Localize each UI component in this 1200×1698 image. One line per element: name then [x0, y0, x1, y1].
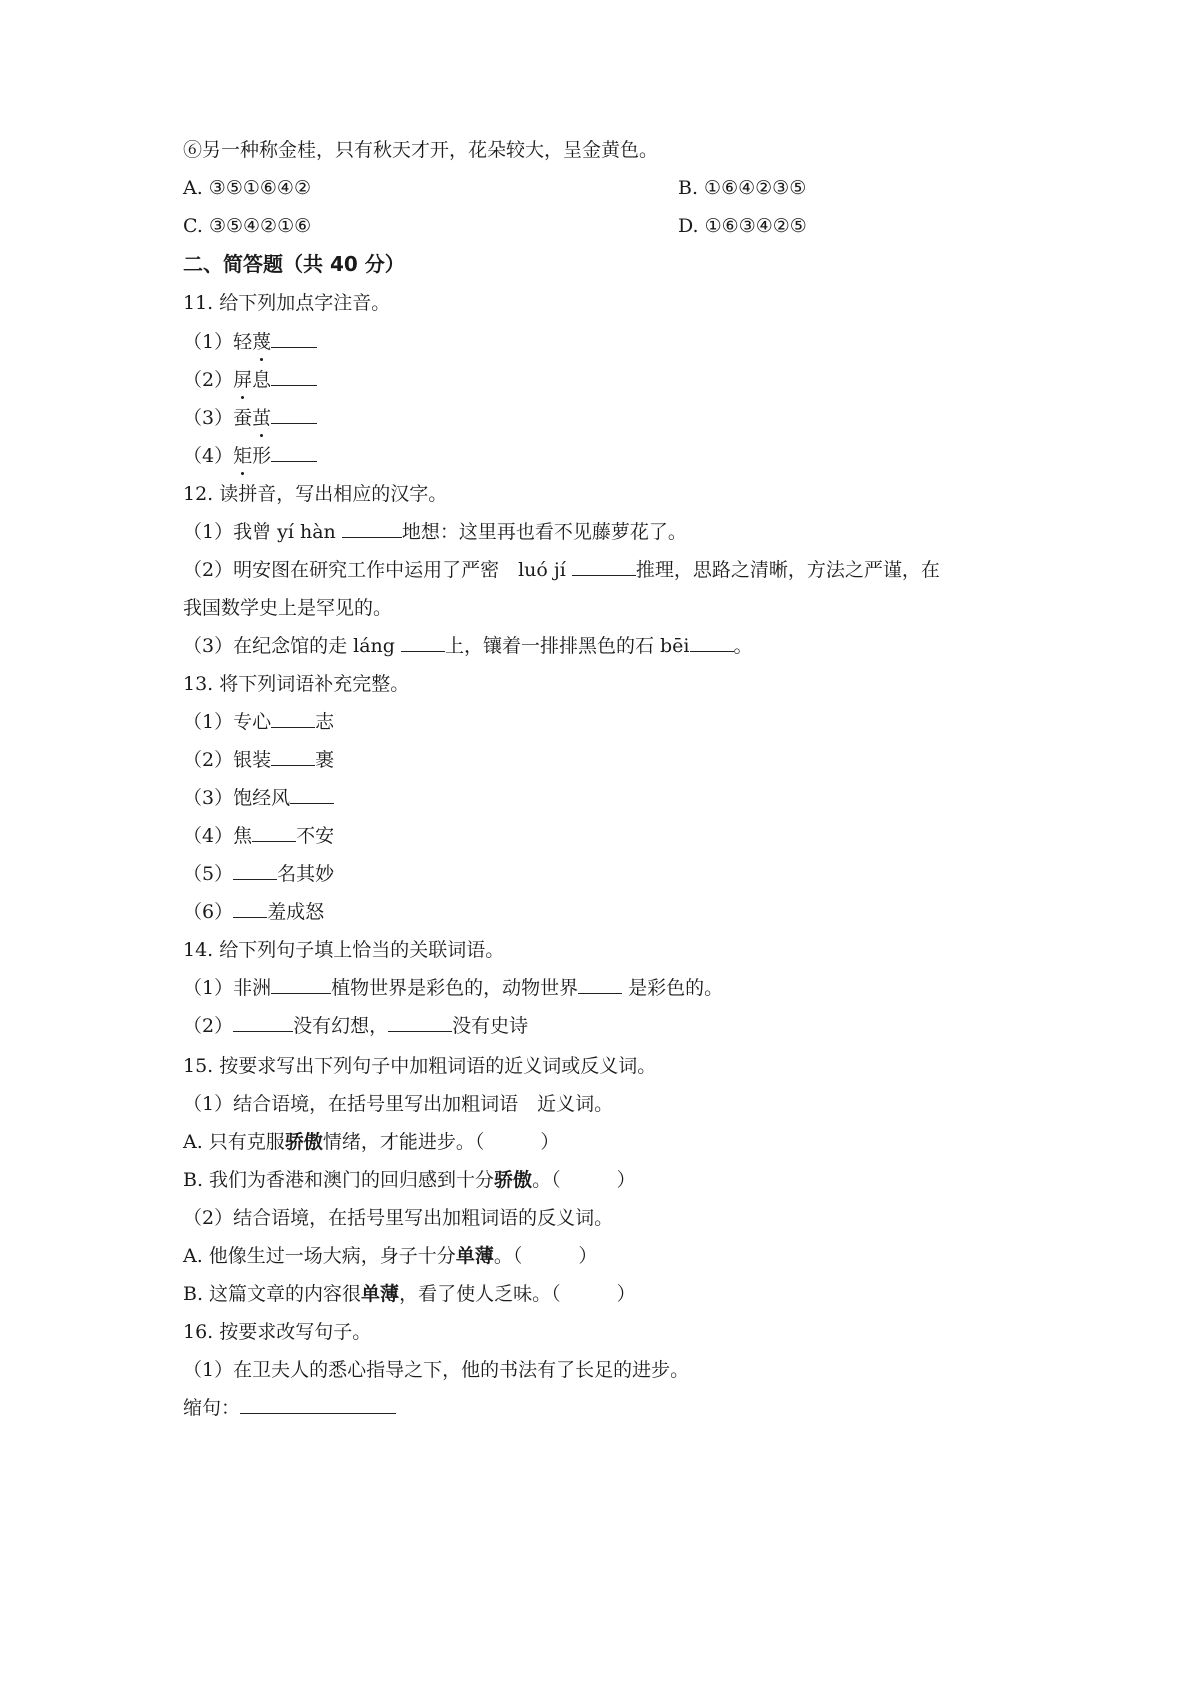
answer-blank[interactable]: [271, 975, 331, 994]
q15-stem: 15. 按要求写出下列句子中加粗词语的近义词或反义词。: [183, 1055, 657, 1077]
answer-blank[interactable]: [401, 633, 445, 652]
q15-part-2: （2）结合语境，在括号里写出加粗词语的反义词。: [183, 1207, 614, 1229]
dotted-char: 矩: [233, 445, 253, 467]
q15-a2: A. 他像生过一场大病，身子十分单薄。（ ）: [183, 1245, 598, 1267]
bold-word: 骄傲: [494, 1169, 533, 1191]
answer-blank[interactable]: [690, 633, 734, 652]
q16-sentence-1: （1）在卫夫人的悉心指导之下，他的书法有了长足的进步。: [183, 1359, 690, 1381]
q12-sentence-2: （2）明安图在研究工作中运用了严密 luó jí 推理，思路之清晰，方法之严谨，在: [183, 559, 940, 581]
q15-part-1: （1）结合语境，在括号里写出加粗词语 近义词。: [183, 1093, 614, 1115]
q15-b2: B. 这篇文章的内容很单薄，看了使人乏味。（ ）: [183, 1283, 636, 1305]
answer-blank[interactable]: [271, 367, 317, 386]
q14-stem: 14. 给下列句子填上恰当的关联词语。: [183, 939, 505, 961]
dotted-char: 蔑: [252, 331, 272, 353]
q11-stem: 11. 给下列加点字注音。: [183, 292, 391, 314]
q11-item-1: （1）轻蔑: [183, 329, 317, 355]
bold-word: 单薄: [361, 1283, 400, 1305]
q14-sentence-2: （2） 没有幻想， 没有史诗: [183, 1015, 529, 1037]
dotted-char: 茧: [252, 407, 272, 429]
q14-sentence-1: （1）非洲 植物世界是彩色的，动物世界 是彩色的。: [183, 977, 724, 999]
q10-option-a: A. ③⑤①⑥④②: [183, 177, 311, 199]
q10-option-d: D. ①⑥③④②⑤: [678, 215, 807, 237]
q10-item-6: ⑥另一种称金桂，只有秋天才开，花朵较大，呈金黄色。: [183, 139, 659, 161]
q13-item-4: （4）焦 不安: [183, 825, 335, 847]
answer-blank[interactable]: [233, 899, 267, 918]
q15-b1: B. 我们为香港和澳门的回归感到十分骄傲。（ ）: [183, 1169, 636, 1191]
q13-stem: 13. 将下列词语补充完整。: [183, 673, 410, 695]
answer-blank[interactable]: [271, 747, 315, 766]
q16-condense-line: 缩句：: [183, 1395, 396, 1421]
answer-blank[interactable]: [271, 709, 315, 728]
q13-item-6: （6） 羞成怒: [183, 901, 325, 923]
answer-blank[interactable]: [233, 861, 277, 880]
answer-blank[interactable]: [578, 975, 622, 994]
dotted-char: 屏: [233, 369, 253, 391]
answer-blank[interactable]: [388, 1013, 452, 1032]
q13-item-5: （5） 名其妙: [183, 863, 335, 885]
q11-item-2: （2）屏息: [183, 367, 317, 393]
section-heading: 二、简答题（共 40 分）: [183, 252, 405, 276]
q12-sentence-2-cont: 我国数学史上是罕见的。: [183, 597, 393, 619]
answer-blank[interactable]: [271, 329, 317, 348]
answer-blank[interactable]: [271, 443, 317, 462]
q11-item-3: （3）蚕茧: [183, 405, 317, 431]
q10-option-b: B. ①⑥④②③⑤: [678, 177, 807, 199]
q12-sentence-1: （1）我曾 yí hàn 地想：这里再也看不见藤萝花了。: [183, 521, 687, 543]
q13-item-1: （1）专心 志: [183, 711, 335, 733]
q16-stem: 16. 按要求改写句子。: [183, 1321, 372, 1343]
answer-blank[interactable]: [342, 519, 402, 538]
answer-blank[interactable]: [572, 557, 636, 576]
answer-blank[interactable]: [252, 823, 296, 842]
q10-option-c: C. ③⑤④②①⑥: [183, 215, 312, 237]
bold-word: 单薄: [455, 1245, 494, 1267]
answer-blank[interactable]: [271, 405, 317, 424]
answer-blank[interactable]: [233, 1013, 293, 1032]
q15-a1: A. 只有克服骄傲情绪，才能进步。（ ）: [183, 1131, 560, 1153]
bold-word: 骄傲: [284, 1131, 323, 1153]
q13-item-3: （3）饱经风: [183, 785, 334, 811]
answer-blank[interactable]: [290, 785, 334, 804]
q12-sentence-3: （3）在纪念馆的走 láng 上，镶着一排排黑色的石 bēi 。: [183, 635, 753, 657]
q11-item-4: （4）矩形: [183, 443, 317, 469]
q13-item-2: （2）银装 裹: [183, 749, 335, 771]
q12-stem: 12. 读拼音，写出相应的汉字。: [183, 483, 448, 505]
answer-blank[interactable]: [240, 1395, 396, 1414]
